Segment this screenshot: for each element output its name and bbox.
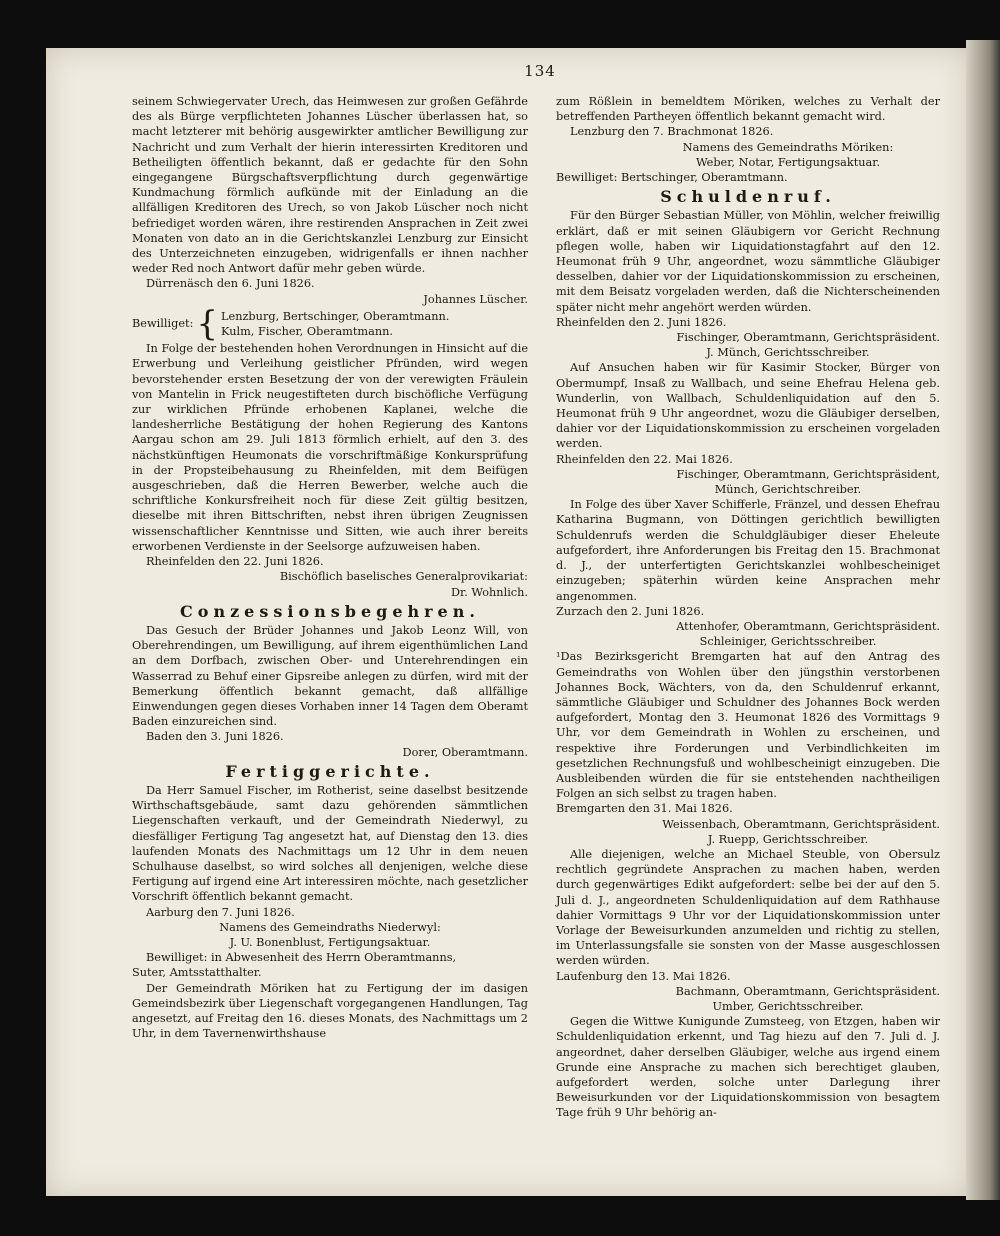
notice-will-signature: Dorer, Oberamtmann. — [402, 745, 528, 759]
notice-stocker-signature: Fischinger, Oberamtmann, Gerichtspräsident, — [676, 467, 940, 481]
notice-luescher-signature: Johannes Lüscher. — [423, 292, 528, 306]
notice-moeriken: Der Gemeindrath Möriken hat zu Fertigung der im dasigen Gemeindsbezirk über Liegenschaft vorgegangenen Handlungen, Tag angesetzt, auf Freitag den 16. dieses Monats, des Nachmittags um 2 Uhr, in dem Tavernenwirthshause — [132, 981, 528, 1041]
approval-label: Bewilliget: — [132, 317, 194, 331]
notice-schifferle-date: Zurzach den 2. Juni 1826. — [556, 604, 705, 618]
notice-bock-signature: Weissenbach, Oberamtmann, Gerichtspräsident. — [662, 817, 940, 831]
left-column — [132, 94, 528, 1041]
notice-luescher: seinem Schwiegervater Urech, das Heimwesen zur großen Gefährde des als Bürge verpflichteten Johannes Lüscher überlassen hat, so macht letzterer mit behörig ausgewirkter amtlicher Bewilligung zur Nachricht und zum Verhalt der hierin interessirten Kreditoren und Betheiligten öffentlich bekannt, daß er gedachte für den Sohn eingegangene Bürgschaftsverpflichtung durch gegenwärtige Kundmachung förmlich aufkünde mit der Einladung an die allfälligen Kreditoren des Urech, so von Jakob Lüscher noch nicht befriediget worden wären, ihre restirenden Ansprachen in Zeit zwei Monaten von dato an in die Gerichtskanzlei Lenzburg zur Einsicht des Unterzeichneten einzugeben, widrigenfalls er ihnen nachher weder Red noch Antwort dafür mehr geben würde. — [132, 95, 528, 276]
notice-moeriken-approval: Bewilliget: Bertschinger, Oberamtmann. — [556, 171, 788, 185]
notice-mueller-date: Rheinfelden den 2. Juni 1826. — [556, 315, 727, 329]
notice-kaplanei-date: Rheinfelden den 22. Juni 1826. — [146, 555, 324, 569]
notice-bock-date: Bremgarten den 31. Mai 1826. — [556, 802, 733, 816]
notice-bock-signature: J. Ruepp, Gerichtsschreiber. — [707, 832, 869, 846]
notice-moeriken-signature: Weber, Notar, Fertigungsaktuar. — [695, 155, 881, 169]
notice-will: Das Gesuch der Brüder Johannes und Jakob Leonz Will, von Oberehrendingen, um Bewilligung, auf ihrem eigenthümlichen Land an dem Dorfbach, zwischen Ober- und Unterehrendingen ein Wasserrad zu Behuf einer Gipsreibe anlegen zu dürfen, wird mit der Bemerkung öffentlich bekannt gemacht, daß allfällige Einwendungen gegen dieses Vorhaben inner 14 Tagen dem Oberamt Baden einzureichen sind. — [132, 623, 528, 729]
notice-fischer: Da Herr Samuel Fischer, im Rotherist, seine daselbst besitzende Wirthschaftsgebäude, samt dazu gehörenden sämmtlichen Liegenschaften verkauft, und der Gemeindrath Niederwyl, zu diesfälliger Fertigung Tag angesetzt hat, auf Dienstag den 13. dies laufenden Monats des Nachmittags um 12 Uhr in dem neuen Schulhause daselbst, so wird solches all denjenigen, welche diese Fertigung auf irgend eine Art interessiren möchte, nach gesetzlicher Vorschrift öffentlich bekannt gemacht. — [132, 783, 528, 904]
notice-schifferle-signature: Attenhofer, Oberamtmann, Gerichtspräsident. — [676, 619, 940, 633]
notice-steuble-signature: Umber, Gerichtsschreiber. — [712, 999, 864, 1013]
notice-fischer-approval: Suter, Amtsstatthalter. — [132, 966, 262, 980]
page-number: 134 — [524, 62, 556, 80]
section-heading-schuldenruf: Schuldenruf. — [660, 187, 836, 207]
notice-schifferle: In Folge des über Xaver Schifferle, Fränzel, und dessen Ehefrau Katharina Bugmann, von Döttingen gerichtlich bewilligten Schuldenrufs werden die Schuldgläubiger dieser Eheleute aufgefordert, ihre Anforderungen bis Freitag den 15. Brachmonat d. J., der unterfertigten Gerichtskanzlei wohlbescheiniget einzugeben; späterhin würden keine Ansprachen mehr angenommen. — [556, 498, 940, 603]
right-column — [556, 94, 940, 1121]
notice-mueller-signature: J. Münch, Gerichtsschreiber. — [706, 346, 870, 360]
notice-fischer-signature: Namens des Gemeindraths Niederwyl: — [219, 920, 441, 934]
notice-stocker-signature: Münch, Gerichtschreiber. — [714, 483, 862, 497]
approval-lines — [221, 309, 449, 339]
section-heading-fertiggerichte: Fertiggerichte. — [225, 761, 435, 781]
approval-block — [132, 304, 528, 345]
approval-line: Kulm, Fischer, Oberamtmann. — [221, 325, 394, 339]
notice-stocker: Auf Ansuchen haben wir für Kasimir Stocker, Bürger von Obermumpf, Insaß zu Wallbach, und seine Ehefrau Helena geb. Wunderlin, von Wallbach, Schuldenliquidation auf den 5. Heumonat früh 9 Uhr angeordnet, wozu die Gläubiger derselben, dahier vor der Liquidationskommission zu erscheinen vorgeladen werden. — [556, 361, 940, 451]
brace-glyph: { — [196, 304, 219, 345]
notice-fischer-date: Aarburg den 7. Juni 1826. — [146, 905, 295, 919]
notice-fischer-signature: J. U. Bonenblust, Fertigungsaktuar. — [229, 935, 431, 949]
notice-zumsteeg: Gegen die Wittwe Kunigunde Zumsteeg, von Etzgen, haben wir Schuldenliquidation erkennt, und Tag hiezu auf den 7. Juli d. J. angeordnet, daher derselben Gläubiger, welche aus irgend einem Grunde eine Ansprache zu machen sich berechtiget glauben, aufgefordert werden, solche unter Darlegung ihrer Beweisurkunden vor der Liquidationskommission von besagtem Tage früh 9 Uhr behörig an- — [556, 1015, 940, 1120]
notice-moeriken-date: Lenzburg den 7. Brachmonat 1826. — [570, 125, 774, 139]
notice-stocker-date: Rheinfelden den 22. Mai 1826. — [556, 452, 733, 466]
notice-moeriken-signature: Namens des Gemeindraths Möriken: — [682, 140, 894, 154]
notice-kaplanei: In Folge der bestehenden hohen Verordnungen in Hinsicht auf die Erwerbung und Verleihung geistlicher Pfründen, wird wegen bevorstehender ersten Besetzung der von der verewigten Fräulein von Mantelin in Frick neugestifteten durch bischöfliche Verfügung zur wirklichen Pfründe erhobenen Kaplanei, welche die landesherrliche Bestätigung der hohen Regierung des Kantons Aargau schon am 29. Juli 1813 förmlich erhielt, auf den 3. des nächstkünftigen Heumonats die vorschriftmäßige Konkursprüfung in der Propsteibehausung zu Rheinfelden, mit dem Beifügen ausgeschrieben, daß die Herren Bewerber, welche auch die schriftliche Konkursfreiheit noch für diese Zeit gültig besitzen, dieselbe mit ihren Bittschriften, nebst ihren übrigen Zeugnissen wissenschaftlicher Kenntnisse und Sitten, wie auch ihrer bereits erworbenen Verdienste in der Seelsorge aufzuweisen haben. — [132, 342, 528, 553]
notice-steuble-signature: Bachmann, Oberamtmann, Gerichtspräsident. — [675, 984, 940, 998]
notice-fischer-approval: Bewilliget: in Abwesenheit des Herrn Oberamtmanns, — [146, 951, 457, 965]
notice-luescher-date: Dürrenäsch den 6. Juni 1826. — [146, 277, 315, 291]
approval-line: Lenzburg, Bertschinger, Oberamtmann. — [221, 309, 450, 323]
notice-will-date: Baden den 3. Juni 1826. — [146, 730, 284, 744]
notice-mueller: Für den Bürger Sebastian Müller, von Möhlin, welcher freiwillig erklärt, daß er mit seinen Gläubigern vor Gericht Rechnung pflegen wolle, haben wir Liquidationstagfahrt auf den 12. Heumonat früh 9 Uhr, angeordnet, wozu sämmtliche Gläubiger desselben, dahier vor der Liquidationskommission zu erscheinen, mit dem Beisatz vorgeladen werden, daß die Nichterscheinenden später nicht mehr angehört werden würden. — [556, 209, 940, 314]
notice-kaplanei-signature: Dr. Wohnlich. — [450, 585, 528, 599]
notice-mueller-signature: Fischinger, Oberamtmann, Gerichtspräsident. — [676, 331, 940, 345]
section-heading-konzession: Conzessionsbegehren. — [180, 601, 480, 621]
notice-schifferle-signature: Schleiniger, Gerichtsschreiber. — [699, 635, 877, 649]
page-edge — [966, 40, 1000, 1200]
notice-steuble-date: Laufenburg den 13. Mai 1826. — [556, 969, 731, 983]
notice-bock: ¹Das Bezirksgericht Bremgarten hat auf den Antrag des Gemeindraths von Wohlen über den jüngsthin verstorbenen Johannes Bock, Wächters, von da, den Schuldenruf erkannt, sämmtliche Gläubiger und Schuldner des Johannes Bock werden aufgefordert, Montag den 3. Heumonat 1826 des Vormittags 9 Uhr, vor dem Gemeindrath in Wohlen zu erscheinen, und respektive ihre Forderungen und Verbindlichkeiten im gesetzlichen Rechnungsfuß und wohlbescheinigt einzugeben. Die Ausbleibenden würden die für sie entstehenden nachtheiligen Folgen an sich selbst zu tragen haben. — [556, 650, 940, 801]
notice-kaplanei-signature: Bischöflich baselisches Generalprovikariat: — [279, 570, 528, 584]
notice-moeriken-continued: zum Rößlein in bemeldtem Möriken, welches zu Verhalt der betreffenden Partheyen öffentlich bekannt gemacht wird. — [556, 95, 940, 124]
notice-steuble: Alle diejenigen, welche an Michael Steuble, von Obersulz rechtlich gegründete Ansprachen zu machen haben, werden durch gegenwärtiges Edikt aufgefordert: selbe bei der auf den 5. Juli d. J., angeordneten Schuldenliquidation auf dem Rathhause dahier Vormittags 9 Uhr vor der Liquidationskommission unter Vorlage der Beweisurkunden anzumelden und richtig zu stellen, im Unterlassungsfalle sie sonsten von der Masse ausgeschlossen werden würden. — [556, 847, 940, 968]
